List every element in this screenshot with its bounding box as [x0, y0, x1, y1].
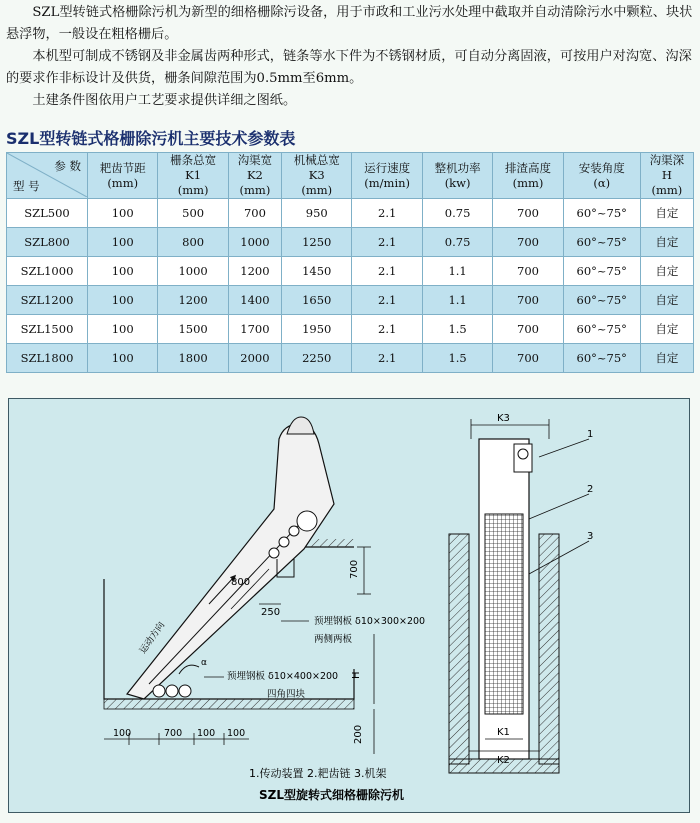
cell: 2.1: [352, 228, 422, 257]
cell: 60°~75°: [563, 257, 640, 286]
parameter-table: [6, 152, 694, 373]
cell: 1.1: [422, 286, 492, 315]
cell: 60°~75°: [563, 228, 640, 257]
alpha-label: α: [201, 658, 207, 668]
corner-label-model: 型 号: [13, 179, 40, 193]
cell: 2.1: [352, 257, 422, 286]
column-header-line: (mm): [239, 183, 271, 197]
dim-K2-label: K2: [497, 755, 510, 766]
table-row: [7, 228, 694, 257]
cell: 100: [88, 228, 158, 257]
table-corner-cell: [7, 153, 88, 199]
machine-frame: [127, 424, 334, 699]
cell: 1.5: [422, 344, 492, 373]
intro-text: [6, 2, 694, 112]
callout-2: 2: [587, 484, 594, 495]
callout-3: 3: [587, 531, 594, 542]
head-sprocket: [297, 511, 317, 531]
channel-wall-right: [539, 534, 559, 764]
column-header-line: (m/min): [364, 175, 411, 190]
dim-100-b: 100: [197, 728, 216, 739]
table-row: [7, 315, 694, 344]
cell: 700: [228, 199, 281, 228]
cell: 60°~75°: [563, 199, 640, 228]
intro-paragraph-1: SZL型转链式格栅除污机为新型的细格栅除污设备，用于市政和工业污水处理中截取并自动清除污水中颗粒、块状悬浮物，一般设在粗格栅后。: [6, 5, 693, 42]
column-header: [88, 153, 158, 199]
cell: 100: [88, 344, 158, 373]
column-header: [493, 153, 563, 199]
column-header: [640, 153, 693, 199]
column-header-line: 栅条总宽: [170, 153, 217, 167]
channel-wall-left: [449, 534, 469, 764]
column-header-line: 安装角度: [578, 160, 625, 175]
table-header-row: [7, 153, 694, 199]
embedded-plate-1-note: 两侧两板: [314, 634, 353, 645]
column-header-line: 耙齿节距: [99, 160, 146, 175]
dim-K1-label: K1: [497, 727, 510, 738]
technical-drawing: [9, 399, 689, 812]
column-header-line: K2: [246, 168, 263, 182]
cell: 800: [158, 228, 228, 257]
side-view: [104, 417, 425, 754]
cell-model: SZL1000: [7, 257, 88, 286]
column-header-line: (mm): [301, 183, 333, 197]
tail-sprocket: [153, 685, 165, 697]
cell: 1.1: [422, 257, 492, 286]
cell: 1950: [282, 315, 352, 344]
cell: 700: [493, 286, 563, 315]
column-header: [228, 153, 281, 199]
table-row: [7, 344, 694, 373]
cell: 自定: [640, 315, 693, 344]
cell: 0.75: [422, 228, 492, 257]
embedded-plate-2-note: 四角四块: [267, 689, 306, 700]
cell-model: SZL1200: [7, 286, 88, 315]
dim-200-label: 200: [353, 724, 364, 744]
dim-K3-label: K3: [497, 413, 510, 424]
cell: 60°~75°: [563, 286, 640, 315]
table-row: [7, 286, 694, 315]
cell: 1800: [158, 344, 228, 373]
cell: 500: [158, 199, 228, 228]
cell: 2.1: [352, 315, 422, 344]
cell: 自定: [640, 257, 693, 286]
cell: 700: [493, 344, 563, 373]
embedded-plate-2-label: 预埋钢板 δ10×400×200: [227, 671, 339, 682]
cell: 自定: [640, 344, 693, 373]
cell: 700: [493, 315, 563, 344]
cell: 1500: [158, 315, 228, 344]
dim-800-label: 800: [231, 577, 251, 588]
dim-H-label: H: [351, 671, 362, 679]
cell: 2250: [282, 344, 352, 373]
column-header-line: (mm): [107, 175, 139, 190]
cell: 100: [88, 257, 158, 286]
channel-floor-hatch: [104, 699, 354, 709]
front-view: [449, 413, 593, 773]
cell: 自定: [640, 228, 693, 257]
cell: 2.1: [352, 286, 422, 315]
cell: 1000: [228, 228, 281, 257]
column-header: [158, 153, 228, 199]
cell: 100: [88, 315, 158, 344]
dim-700-label: 700: [349, 559, 360, 579]
section-title: SZL型转链式格栅除污机主要技术参数表: [6, 129, 296, 148]
cell: 1450: [282, 257, 352, 286]
column-header-line: 沟渠深: [649, 153, 685, 167]
screen-grid: [485, 514, 523, 714]
cell: 1000: [158, 257, 228, 286]
cell: 1200: [158, 286, 228, 315]
column-header-line: H: [661, 168, 672, 182]
column-header-line: 整机功率: [434, 160, 481, 175]
cell: 100: [88, 286, 158, 315]
dim-700-b: 700: [164, 728, 183, 739]
column-header: [282, 153, 352, 199]
dim-100-a: 100: [113, 728, 132, 739]
column-header-line: 运行速度: [364, 160, 411, 175]
table-row: [7, 257, 694, 286]
figure-caption: SZL型旋转式细格栅除污机: [259, 788, 404, 802]
column-header: [352, 153, 422, 199]
dim-250-label: 250: [261, 607, 281, 618]
cell: 1250: [282, 228, 352, 257]
parts-legend: 1.传动装置 2.耙齿链 3.机架: [249, 767, 387, 780]
column-header-line: K1: [185, 168, 202, 182]
intro-paragraph-3: 土建条件图依用户工艺要求提供详细之图纸。: [32, 93, 297, 108]
corner-label-params: 参 数: [54, 159, 81, 173]
cell-model: SZL1800: [7, 344, 88, 373]
cell: 60°~75°: [563, 344, 640, 373]
cell-model: SZL500: [7, 199, 88, 228]
column-header-line: 沟渠宽: [237, 153, 273, 167]
column-header-line: (mm): [512, 175, 544, 190]
cell: 100: [88, 199, 158, 228]
motion-direction-label: 运动方向: [138, 620, 168, 656]
callout-2-line: [529, 494, 589, 519]
embedded-plate-1-label: 预埋钢板 δ10×300×200: [314, 616, 426, 627]
cell: 60°~75°: [563, 315, 640, 344]
cell: 700: [493, 257, 563, 286]
column-header-line: (mm): [651, 183, 683, 197]
callout-1-line: [539, 439, 589, 457]
cell: 950: [282, 199, 352, 228]
column-header-line: 排渣高度: [505, 160, 551, 175]
cell: 700: [493, 199, 563, 228]
column-header-line: 机械总宽: [293, 153, 340, 167]
cell: 自定: [640, 199, 693, 228]
column-header: [422, 153, 492, 199]
intro-paragraph-2: 本机型可制成不锈钢及非金属齿两种形式，链条等水下件为不锈钢材质，可自动分离固液，可按用户对沟宽、沟深的要求作非标设计及供货，栅条间隙范围为0.5mm至6mm。: [6, 49, 692, 86]
column-header-line: (mm): [177, 183, 209, 197]
table-row: [7, 199, 694, 228]
cell: 700: [493, 228, 563, 257]
callout-1: 1: [587, 429, 594, 440]
cell: 1200: [228, 257, 281, 286]
cell: 1400: [228, 286, 281, 315]
cell: 1650: [282, 286, 352, 315]
cell: 0.75: [422, 199, 492, 228]
cell-model: SZL800: [7, 228, 88, 257]
column-header-line: (α): [593, 175, 611, 190]
angle-arc: [179, 665, 199, 674]
cell-model: SZL1500: [7, 315, 88, 344]
column-header: [563, 153, 640, 199]
dim-100-c: 100: [227, 728, 246, 739]
drive-housing: [287, 417, 314, 434]
technical-drawing-panel: [8, 398, 690, 813]
cell: 自定: [640, 286, 693, 315]
column-header-line: K3: [308, 168, 325, 182]
cell: 1.5: [422, 315, 492, 344]
cell: 2.1: [352, 344, 422, 373]
cell: 1700: [228, 315, 281, 344]
column-header-line: (kw): [444, 175, 471, 190]
cell: 2.1: [352, 199, 422, 228]
cell: 2000: [228, 344, 281, 373]
